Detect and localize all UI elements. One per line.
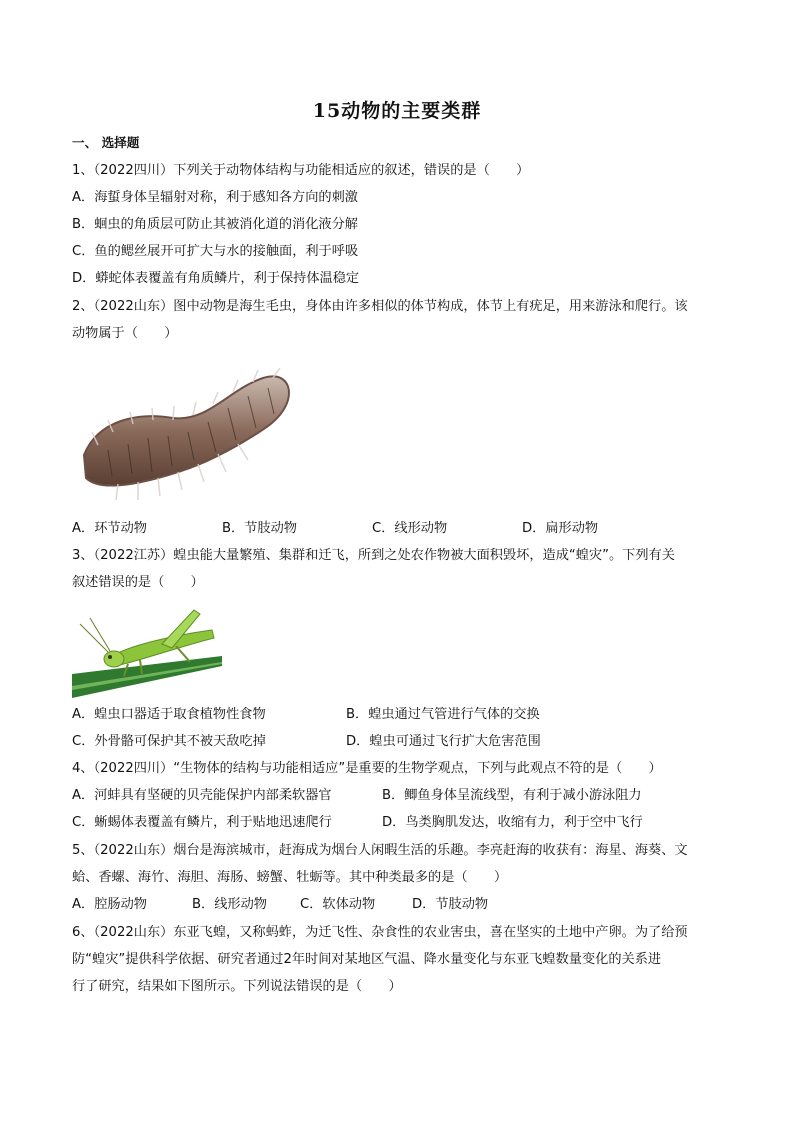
- q3-stem-line2: 叙述错误的是（ ）: [72, 575, 204, 590]
- q5-option-a: A．腔肠动物: [72, 897, 147, 912]
- q1-option-b: B．蛔虫的角质层可防止其被消化道的消化液分解: [72, 217, 358, 232]
- q3-option-b: B．蝗虫通过气管进行气体的交换: [346, 707, 540, 722]
- q3-option-c: C．外骨骼可保护其不被天敌吃掉: [72, 734, 266, 749]
- q2-option-a: A．环节动物: [72, 521, 147, 536]
- q5-option-d: D．节肢动物: [412, 897, 489, 912]
- q4-option-b: B．鲫鱼身体呈流线型，有利于减小游泳阻力: [382, 788, 642, 803]
- q2-option-c: C．线形动物: [372, 521, 448, 536]
- q1-option-d: D．蟒蛇体表覆盖有角质鳞片，利于保持体温稳定: [72, 271, 360, 286]
- q3-stem-line1: 3、（2022江苏）蝗虫能大量繁殖、集群和迁飞，所到之处农作物被大面积毁坏，造成“蝗灾”。下列有关: [72, 548, 675, 563]
- q5-stem-line2: 蛤、香螺、海竹、海胆、海肠、螃蟹、牡蛎等。其中种类最多的是（ ）: [72, 870, 508, 885]
- q2-option-d: D．扁形动物: [522, 521, 599, 536]
- sea-worm-image: [78, 360, 296, 510]
- q6-stem-line1: 6、（2022山东）东亚飞蝗，又称蚂蚱，为迁飞性、杂食性的农业害虫，喜在坚实的土地中产卵。为了给预: [72, 925, 688, 940]
- q3-option-a: A．蝗虫口器适于取食植物性食物: [72, 707, 266, 722]
- q5-stem-line1: 5、（2022山东）烟台是海滨城市，赶海成为烟台人闲暇生活的乐趣。李亮赶海的收获有：海星、海葵、文: [72, 843, 688, 858]
- page-title: 15动物的主要类群: [312, 100, 482, 122]
- worm-body: [84, 376, 289, 485]
- q1-stem: 1、（2022四川）下列关于动物体结构与功能相适应的叙述，错误的是（ ）: [72, 163, 530, 178]
- q3-option-d: D．蝗虫可通过飞行扩大危害范围: [346, 734, 541, 749]
- q1-option-a: A．海蜇身体呈辐射对称，利于感知各方向的刺激: [72, 190, 358, 205]
- q2-stem-line1: 2、（2022山东）图中动物是海生毛虫，身体由许多相似的体节构成，体节上有疣足，用来游泳和爬行。该: [72, 299, 688, 314]
- grasshopper-image: [72, 604, 222, 698]
- q5-option-b: B．线形动物: [192, 897, 267, 912]
- section-heading: 一、 选择题: [72, 135, 140, 150]
- q2-option-b: B．节肢动物: [222, 521, 297, 536]
- q4-stem: 4、（2022四川）“生物体的结构与功能相适应”是重要的生物学观点，下列与此观点不符的是（ ）: [72, 761, 662, 776]
- q2-stem-line2: 动物属于（ ）: [72, 326, 178, 341]
- q1-option-c: C．鱼的鳃丝展开可扩大与水的接触面，利于呼吸: [72, 244, 359, 259]
- q4-option-d: D．鸟类胸肌发达，收缩有力，利于空中飞行: [382, 815, 643, 830]
- q6-stem-line3: 行了研究，结果如下图所示。下列说法错误的是（ ）: [72, 979, 402, 994]
- q4-option-a: A．河蚌具有坚硬的贝壳能保护内部柔软器官: [72, 788, 332, 803]
- q5-option-c: C．软体动物: [300, 897, 376, 912]
- q6-stem-line2: 防“蝗灾”提供科学依据、研究者通过2年时间对某地区气温、降水量变化与东亚飞蝗数量变化的关系进: [72, 952, 662, 967]
- q4-option-c: C．蜥蜴体表覆盖有鳞片，利于贴地迅速爬行: [72, 815, 332, 830]
